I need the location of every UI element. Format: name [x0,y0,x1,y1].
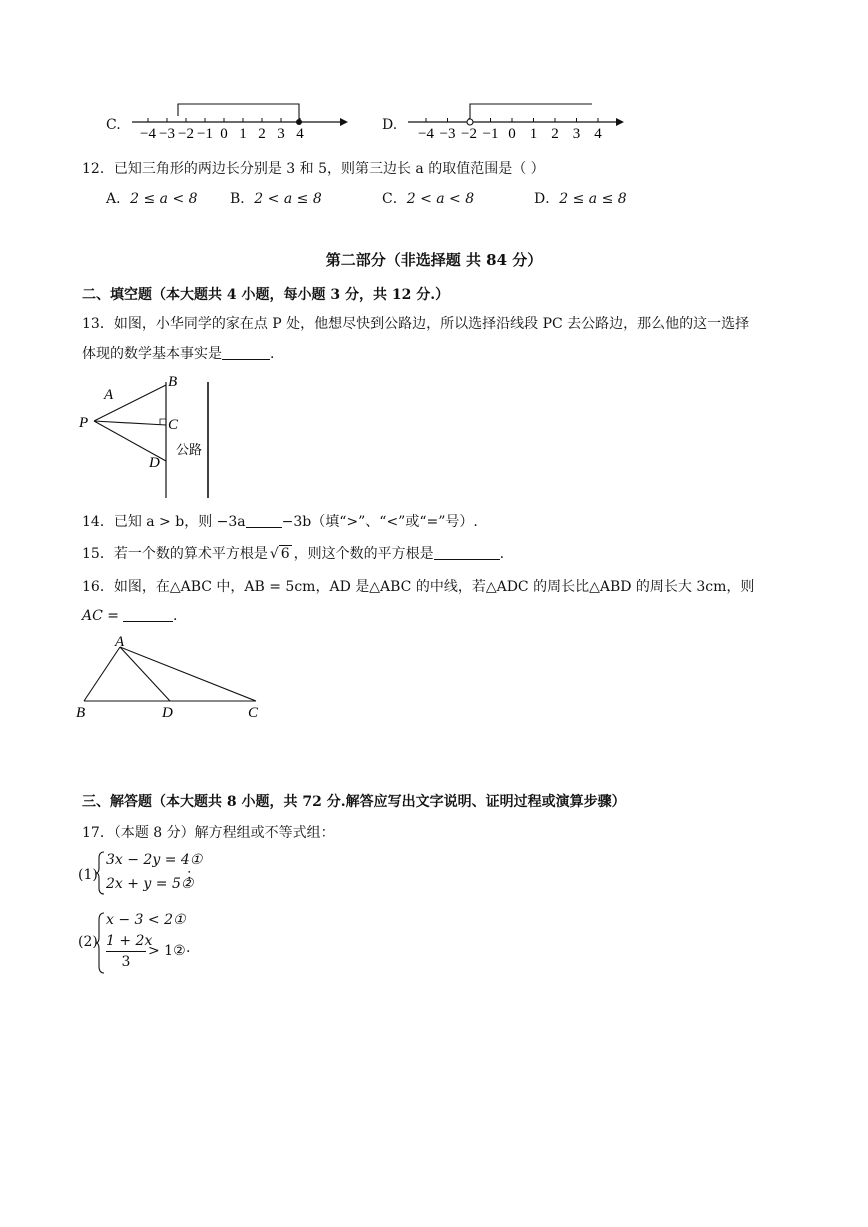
sqrt-symbol: √ 6 [269,546,290,562]
answer-blank[interactable] [434,545,500,560]
q12-option-c [382,188,474,208]
q14-middle: −3b（填“>”、“<”或“=”号）. [281,514,478,530]
sqrt-radicand: 6 [280,546,290,562]
tick-label: 1 [239,126,247,140]
q12-stem: 12．已知三角形的两边长分别是 3 和 5，则第三边长 a 的取值范围是（ ） [82,161,545,177]
option-text: 2 < a < 8 [406,191,475,207]
q16-figure [72,630,272,725]
tick-label: 3 [277,126,285,140]
q17-part2-frac-den: 3 [121,954,131,970]
option-label: C． [382,191,407,207]
q13-line2-end: . [270,346,275,362]
label-d: D [149,455,160,471]
q13-line2-text: 体现的数学基本事实是 [82,346,222,362]
section3-title: 三、解答题（本大题共 8 小题，共 72 分.解答应写出文字说明、证明过程或演算步骤） [82,794,626,810]
axis-arrow [616,118,624,126]
open-endpoint [467,119,473,125]
tick-label: −2 [178,126,194,140]
segment-pc [94,421,166,425]
q17-stem: 17．（本题 8 分）解方程组或不等式组： [82,825,335,841]
axis-arrow [340,118,348,126]
q17-part2-end: . [186,940,191,956]
q13-line2 [82,343,274,363]
q17-part2-label: (2) [78,934,98,950]
q15-prefix: 15．若一个数的算术平方根是 [82,546,268,562]
label-a: A [104,387,114,403]
option-d-label: D. [382,117,398,133]
segment-ad [120,647,170,701]
tick-label: −3 [439,126,456,140]
q17-part2-ineq1: x − 3 < 2① [106,912,186,928]
tick-label: −2 [461,126,477,140]
number-line-d [404,98,628,140]
q15-suffix: ，则这个数的平方根是 [293,546,434,562]
option-label: D． [534,191,560,207]
label-b: B [168,374,178,390]
q16-line2-text: AC = [82,608,120,624]
label-road: 公路 [176,442,203,457]
q17-part1-eq2: 2x + y = 5② [106,876,194,892]
label-d: D [162,705,173,721]
tick-label: 1 [529,126,538,140]
q13-line1: 13．如图，小华同学的家在点 P 处，他想尽快到公路边，所以选择沿线段 PC 去公路边，那么他的这一选择 [82,316,750,332]
option-text: 2 ≤ a < 8 [130,191,198,207]
q17-part1-eq1: 3x − 2y = 4① [106,852,203,868]
tick-label: 0 [220,126,228,140]
solution-bracket [470,104,592,122]
tick-label: 4 [594,126,602,140]
answer-blank[interactable] [222,345,270,360]
brace-icon [96,850,106,896]
option-c-label: C. [106,117,121,133]
option-text: 2 < a ≤ 8 [254,191,322,207]
tick-label: −1 [197,126,213,140]
label-b: B [76,705,86,721]
q17-part2-frac-num: 1 + 2x [106,933,153,949]
section2-title: 二、填空题（本大题共 4 小题，每小题 3 分，共 12 分.） [82,287,450,303]
option-text: 2 ≤ a ≤ 8 [559,191,627,207]
q15-end: . [499,546,505,562]
solid-endpoint [296,119,302,125]
q16-line2 [82,607,177,624]
q12-option-b [230,188,322,208]
q12-option-d [534,188,627,208]
q15 [82,543,504,563]
number-line-c [128,98,350,140]
segment-ac [120,647,256,701]
q13-figure [74,368,224,503]
option-label: A． [106,191,131,207]
tick-label: 0 [508,126,516,140]
tick-label: −1 [482,126,499,140]
q17-part1-label: (1) [78,867,98,883]
q16-line2-end: . [173,608,178,624]
tick-label: −4 [418,126,434,140]
tick-label: −3 [159,126,175,140]
q17-part1-end: ； [186,867,200,883]
label-p: P [79,415,89,431]
tick-labels [418,126,602,140]
q16-line1: 16．如图，在△ABC 中，AB = 5cm，AD 是△ABC 的中线，若△ADC 的周长比△ABD 的周长大 3cm，则 [82,579,755,595]
q14-prefix: 14．已知 a > b，则 −3a [82,514,246,530]
right-angle-mark [160,419,166,425]
q17-part2-ineq2-rhs: > 1② [148,943,186,959]
tick-label: 4 [296,126,304,140]
tick-labels [140,126,304,140]
tick-label: 3 [572,126,581,140]
q14 [82,511,478,531]
option-label: B． [230,191,255,207]
fraction-bar [106,951,146,952]
label-c: C [248,705,259,721]
label-a: A [115,634,125,650]
part2-title: 第二部分（非选择题 共 84 分） [325,251,543,269]
answer-blank[interactable] [246,513,282,528]
label-c: C [168,417,179,433]
answer-blank[interactable] [123,607,173,622]
tick-label: 2 [551,126,559,140]
tick-label: 2 [258,126,266,140]
tick-label: −4 [140,126,156,140]
brace-icon [96,911,106,975]
segment-ab [84,647,120,701]
q12-option-a [106,188,198,208]
